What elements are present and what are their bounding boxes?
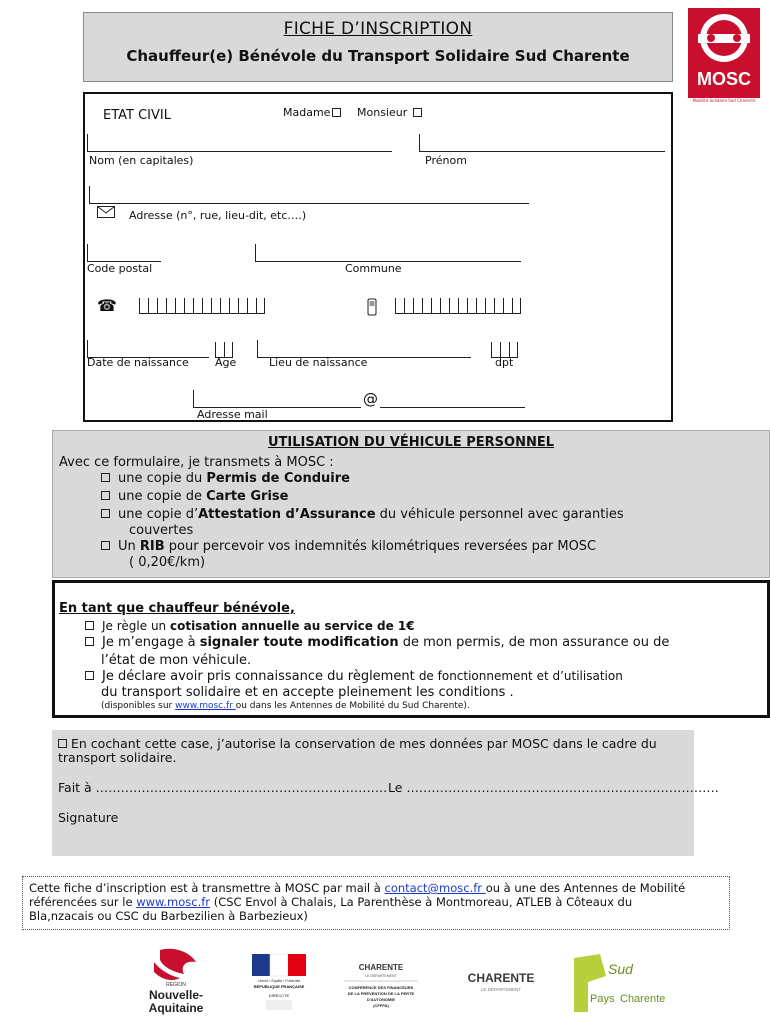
adresse-label: Adresse (n°, rue, lieu-dit, etc.…) xyxy=(129,209,307,222)
carte-grise-checkbox[interactable] xyxy=(101,491,110,500)
benevole-item-cotisation[interactable] xyxy=(85,619,415,633)
assurance-line2: couvertes xyxy=(129,523,194,538)
modification-text-post: de mon permis, de mon assurance ou de xyxy=(398,635,670,650)
code-postal-input[interactable] xyxy=(87,244,161,262)
svg-text:LE DÉPARTEMENT: LE DÉPARTEMENT xyxy=(365,974,397,978)
adresse-mail-input[interactable] xyxy=(193,390,525,408)
benevole-title: En tant que chauffeur bénévole, xyxy=(59,601,295,616)
permis-checkbox[interactable] xyxy=(101,473,110,482)
commune-label: Commune xyxy=(345,262,402,275)
modification-checkbox[interactable] xyxy=(85,637,94,646)
footer-l1-post: ou à une des Antennes de Mobilité xyxy=(485,881,686,895)
cotisation-checkbox[interactable] xyxy=(85,621,94,630)
etat-civil-heading: ETAT CIVIL xyxy=(103,108,171,123)
envelope-icon xyxy=(97,206,115,221)
note-post: ou dans les Antennes de Mobilité du Sud Charente). xyxy=(235,701,470,711)
benevole-item-modification[interactable] xyxy=(85,635,669,650)
vehicule-section xyxy=(52,430,770,578)
modification-bold: signaler toute modification xyxy=(199,635,399,650)
svg-text:CONFÉRENCE DES FINANCEURS: CONFÉRENCE DES FINANCEURS xyxy=(348,985,414,990)
monsieur-checkbox[interactable] xyxy=(413,108,422,117)
footer-line3: Bla,nzacais ou CSC du Barbezilien à Barbezieux) xyxy=(29,909,308,923)
vehicule-intro: Avec ce formulaire, je transmets à MOSC : xyxy=(59,455,334,470)
svg-text:(CFFPA): (CFFPA) xyxy=(373,1003,389,1008)
vehicule-item-assurance[interactable] xyxy=(101,507,624,522)
assurance-text: une copie d’ xyxy=(118,507,199,522)
charente-departement-logo xyxy=(458,968,544,1002)
benevole-section xyxy=(52,580,770,718)
adresse-input[interactable] xyxy=(89,186,529,204)
telephone-mobile-input[interactable] xyxy=(395,298,521,316)
cotisation-text: Je règle un xyxy=(102,619,170,633)
nom-label: Nom (en capitales) xyxy=(89,154,194,167)
svg-text:D'AUTONOMIE: D'AUTONOMIE xyxy=(366,997,396,1002)
reglement-note xyxy=(101,701,470,711)
monsieur-option[interactable] xyxy=(357,106,422,119)
svg-text:RÉPUBLIQUE FRANÇAISE: RÉPUBLIQUE FRANÇAISE xyxy=(253,984,305,989)
vehicule-item-rib[interactable] xyxy=(101,539,596,554)
etat-civil-section xyxy=(83,92,673,422)
mosc-logo-text: MOSC xyxy=(697,69,751,89)
rib-text-post: pour percevoir vos indemnités kilométriques reversées par MOSC xyxy=(164,539,597,554)
rib-text: Un xyxy=(118,539,140,554)
assurance-text-post: du véhicule personnel avec garanties xyxy=(375,507,624,522)
svg-text:Pays: Pays xyxy=(590,993,615,1005)
lieu-naissance-label: Lieu de naissance xyxy=(269,356,368,369)
rib-line2: ( 0,20€/km) xyxy=(129,555,206,570)
consent-line1[interactable] xyxy=(58,736,657,751)
footer-line1 xyxy=(29,881,685,895)
code-postal-label: Code postal xyxy=(87,262,153,275)
mosc-tagline: Mobilité Solidaire Sud Charente xyxy=(692,98,756,103)
consent-text: En cochant cette case, j’autorise la conservation de mes données par MOSC dans le cadre du xyxy=(71,736,657,751)
nom-input[interactable] xyxy=(87,134,392,152)
date-le-field[interactable]: Le ………………………………………………………………… xyxy=(388,780,719,795)
prenom-input[interactable] xyxy=(419,134,665,152)
footer-l2-pre: référencées sur le xyxy=(29,895,137,909)
assurance-bold: Attestation d’Assurance xyxy=(198,507,376,522)
at-sign: @ xyxy=(363,390,378,408)
dpt-label: dpt xyxy=(495,356,514,369)
cffpa-logo xyxy=(334,960,428,1016)
reglement-line2: du transport solidaire et en accepte pleinement les conditions . xyxy=(101,685,514,700)
age-label: Age xyxy=(215,356,237,369)
commune-input[interactable] xyxy=(255,244,521,262)
signature-label: Signature xyxy=(58,810,119,825)
date-naissance-label: Date de naissance xyxy=(87,356,189,369)
modification-line2: l’état de mon véhicule. xyxy=(101,653,252,668)
svg-text:DIRECCTE: DIRECCTE xyxy=(268,993,290,998)
consent-section xyxy=(52,730,719,856)
svg-text:CHARENTE: CHARENTE xyxy=(467,971,535,985)
svg-text:RÉGION: RÉGION xyxy=(166,982,186,988)
svg-text:DE LA PRÉVENTION DE LA PERTE: DE LA PRÉVENTION DE LA PERTE xyxy=(347,991,415,996)
rib-checkbox[interactable] xyxy=(101,541,110,550)
madame-checkbox[interactable] xyxy=(332,108,341,117)
pays-sud-charente-logo xyxy=(570,952,674,1016)
footer-line2 xyxy=(29,895,632,909)
cotisation-bold: cotisation annuelle au service de 1€ xyxy=(169,619,415,633)
header-box xyxy=(83,12,673,82)
vehicule-item-carte-grise[interactable] xyxy=(101,489,288,504)
contact-email-link[interactable]: contact@mosc.fr xyxy=(384,881,486,895)
consent-line2: transport solidaire. xyxy=(58,750,177,765)
svg-text:Aquitaine: Aquitaine xyxy=(148,1001,204,1015)
svg-text:Nouvelle-: Nouvelle- xyxy=(148,988,204,1002)
region-nouvelle-aquitaine-logo xyxy=(140,946,212,1018)
vehicule-item-permis[interactable] xyxy=(101,471,350,486)
mosc-link[interactable]: www.mosc.fr xyxy=(175,701,236,711)
phone-icon: ☎ xyxy=(97,296,117,315)
prenom-label: Prénom xyxy=(425,154,467,167)
monsieur-label: Monsieur xyxy=(357,106,408,119)
footer-note xyxy=(22,876,730,930)
vehicule-title: UTILISATION DU VÉHICULE PERSONNEL xyxy=(267,435,555,450)
telephone-fixe-input[interactable] xyxy=(139,298,265,316)
svg-text:LE DÉPARTEMENT: LE DÉPARTEMENT xyxy=(480,987,522,992)
permis-text: une copie du xyxy=(118,471,207,486)
consent-checkbox[interactable] xyxy=(58,739,67,748)
permis-bold: Permis de Conduire xyxy=(206,471,350,486)
carte-grise-bold: Carte Grise xyxy=(206,489,289,504)
reglement-checkbox[interactable] xyxy=(85,671,94,680)
website-link[interactable]: www.mosc.fr xyxy=(136,895,211,909)
svg-text:Liberté • Égalité • Fraternité: Liberté • Égalité • Fraternité xyxy=(257,979,301,983)
fait-a-field[interactable]: Fait à ……………………………………………………………. xyxy=(58,780,388,795)
footer-l1-pre: Cette fiche d’inscription est à transmettre à MOSC par mail à xyxy=(29,881,385,895)
svg-text:CHARENTE: CHARENTE xyxy=(358,963,404,972)
mobile-phone-icon xyxy=(367,298,377,319)
footer-l2-post: (CSC Envol à Chalais, La Parenthèse à Montmoreau, ATLEB à Côteaux du xyxy=(210,895,633,909)
carte-grise-text: une copie de xyxy=(118,489,207,504)
benevole-item-reglement[interactable] xyxy=(85,669,623,684)
republique-francaise-logo xyxy=(248,952,312,1016)
form-title: FICHE D’INSCRIPTION xyxy=(283,19,473,39)
mosc-logo xyxy=(688,8,760,108)
modification-text: Je m’engage à xyxy=(102,635,200,650)
svg-text:Charente: Charente xyxy=(620,993,666,1005)
madame-label: Madame xyxy=(283,106,331,119)
madame-option[interactable] xyxy=(283,106,341,119)
svg-text:Sud: Sud xyxy=(608,961,633,977)
note-pre: (disponibles sur xyxy=(101,701,176,711)
reglement-text-post: de fonctionnement et d’utilisation xyxy=(418,669,623,683)
rib-bold: RIB xyxy=(139,539,165,554)
reglement-text: Je déclare avoir pris connaissance du règlement xyxy=(102,669,419,684)
adresse-mail-label: Adresse mail xyxy=(197,408,268,421)
assurance-checkbox[interactable] xyxy=(101,509,110,518)
form-subtitle: Chauffeur(e) Bénévole du Transport Solidaire Sud Charente xyxy=(126,47,630,65)
